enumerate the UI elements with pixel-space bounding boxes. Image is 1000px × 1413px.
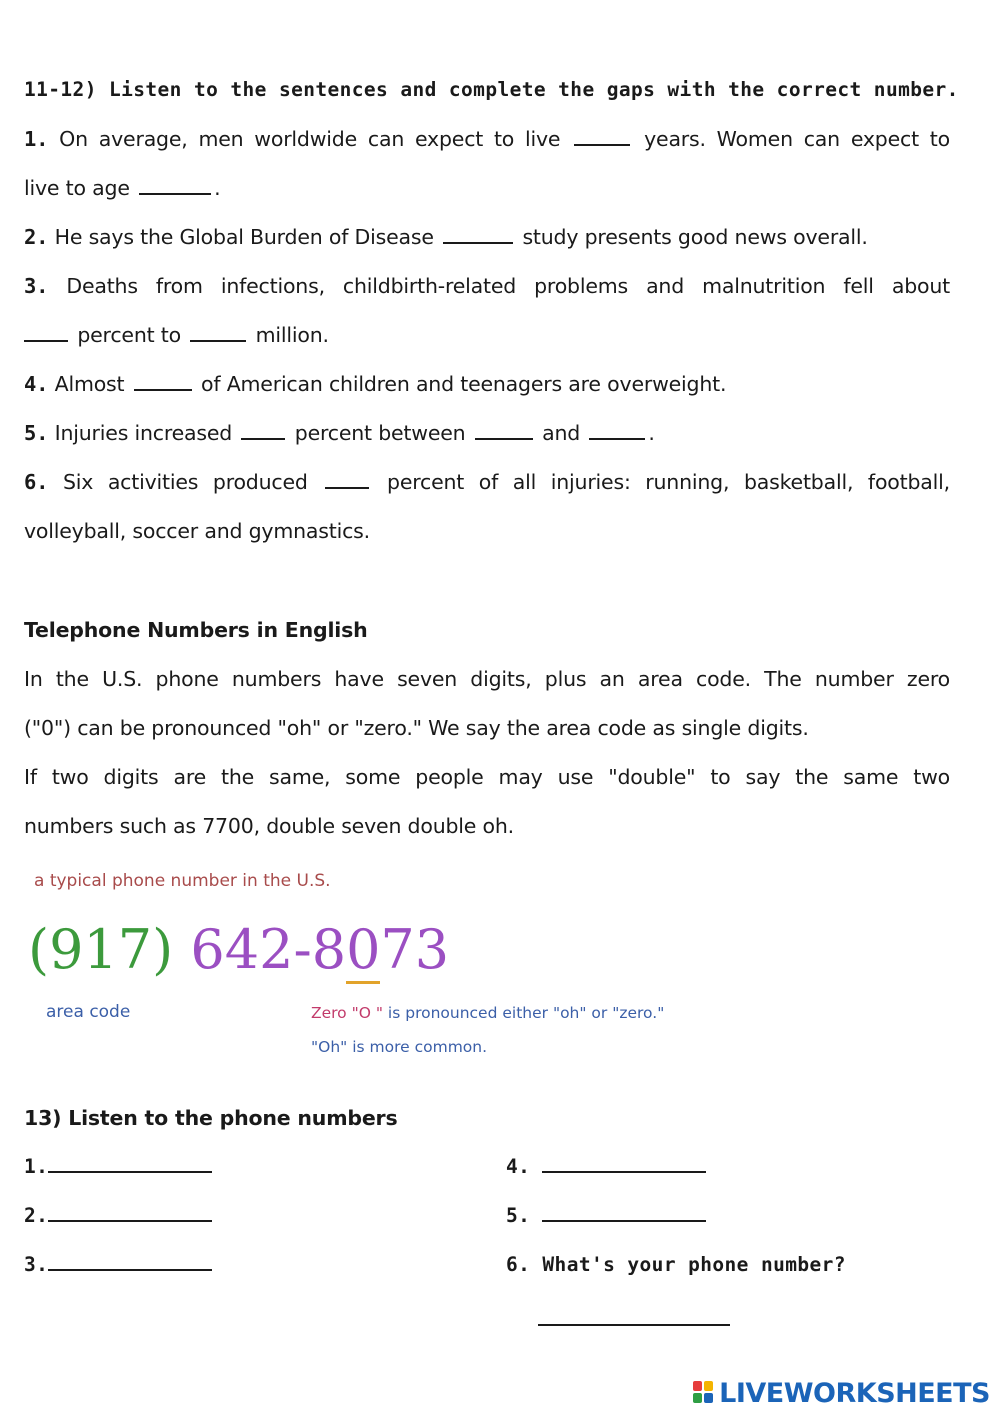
sentence-6-cont: volleyball, soccer and gymnastics. <box>24 519 370 543</box>
sentence-3-cont <box>24 323 329 347</box>
phone-item-3 <box>24 1253 212 1276</box>
answer-blank[interactable] <box>48 1171 212 1173</box>
phone-item-2 <box>24 1204 212 1227</box>
answer-gap[interactable] <box>574 143 630 146</box>
area-code-label: area code <box>46 1002 131 1022</box>
zero-note <box>311 1004 664 1022</box>
item-number: 5. <box>24 421 49 445</box>
item-number: 4. <box>506 1155 531 1178</box>
area-code: (917) <box>28 918 174 981</box>
phone-item-1 <box>24 1155 212 1178</box>
exercise-heading-13: 13) Listen to the phone numbers <box>24 1106 398 1130</box>
item-number: 5. <box>506 1204 531 1227</box>
item-number: 3. <box>24 274 49 298</box>
sentence-3 <box>24 274 950 298</box>
sentence-2 <box>24 225 868 249</box>
exercise-heading: 11-12) Listen to the sentences and complete the gaps with the correct number. <box>24 78 959 101</box>
paragraph-line: numbers such as 7700, double seven double oh. <box>24 814 514 838</box>
sentence-5 <box>24 421 655 445</box>
answer-gap[interactable] <box>241 437 285 440</box>
sentence-text: On average, men worldwide can expect to live <box>59 127 561 151</box>
liveworksheets-icon <box>693 1381 715 1405</box>
phone-item-5 <box>506 1204 706 1227</box>
item-number: 6. <box>24 470 49 494</box>
sentence-text: . <box>648 421 655 445</box>
sentence-1-cont <box>24 176 220 200</box>
sentence-text: . <box>214 176 221 200</box>
brand-live: LIVE <box>719 1377 784 1409</box>
sentence-text: live to age <box>24 176 130 200</box>
sentence-text: Injuries increased <box>54 421 233 445</box>
section-title: Telephone Numbers in English <box>24 618 368 642</box>
sentence-text: Almost <box>54 372 125 396</box>
sentence-text: percent to <box>77 323 181 347</box>
zero-digit: 0 <box>346 918 380 984</box>
answer-blank[interactable] <box>48 1220 212 1222</box>
zero-note-text: is pronounced either "oh" or "zero." <box>387 1004 665 1022</box>
answer-blank[interactable] <box>542 1171 706 1173</box>
sentence-text: Deaths from infections, childbirth-related problems and malnutrition fell about <box>66 274 950 298</box>
paragraph-line: ("0") can be pronounced "oh" or "zero." We say the area code as single digits. <box>24 716 809 740</box>
sentence-text: million. <box>255 323 329 347</box>
local-number <box>190 918 449 984</box>
zero-note-highlight: Zero "O " <box>311 1004 383 1022</box>
sentence-text: percent between <box>294 421 466 445</box>
oh-note: "Oh" is more common. <box>311 1038 488 1056</box>
answer-gap[interactable] <box>134 388 192 391</box>
item-number: 4. <box>24 372 49 396</box>
answer-blank[interactable] <box>48 1269 212 1271</box>
sentence-text: of American children and teenagers are overweight. <box>201 372 727 396</box>
item-number: 2. <box>24 225 49 249</box>
answer-gap[interactable] <box>589 437 645 440</box>
figure-caption: a typical phone number in the U.S. <box>34 871 331 891</box>
paragraph-line: If two digits are the same, some people may use "double" to say the same two <box>24 765 950 789</box>
phone-number-figure <box>28 918 449 981</box>
sentence-text: percent of all injuries: running, basketball, football, <box>387 470 950 494</box>
local-number-part: 73 <box>380 918 450 981</box>
answer-gap[interactable] <box>190 339 246 342</box>
sentence-text: Six activities produced <box>62 470 308 494</box>
item-number: 1. <box>24 1155 49 1178</box>
brand-name <box>719 1378 990 1409</box>
answer-gap[interactable] <box>443 241 513 244</box>
phone-item-6: 6. What's your phone number? <box>506 1253 846 1276</box>
item-number: 1. <box>24 127 49 151</box>
answer-blank-own-number[interactable] <box>538 1310 730 1326</box>
brand-rest: WORKSHEETS <box>783 1377 990 1409</box>
answer-blank[interactable] <box>542 1220 706 1222</box>
sentence-6 <box>24 470 950 494</box>
answer-gap[interactable] <box>139 192 211 195</box>
item-number: 2. <box>24 1204 49 1227</box>
liveworksheets-logo[interactable] <box>693 1376 990 1410</box>
sentence-text: years. Women can expect to <box>644 127 950 151</box>
answer-gap[interactable] <box>325 486 369 489</box>
sentence-4 <box>24 372 726 396</box>
paragraph-line: In the U.S. phone numbers have seven digits, plus an area code. The number zero <box>24 667 950 691</box>
sentence-1 <box>24 127 950 151</box>
item-number: 3. <box>24 1253 49 1276</box>
local-number-part: 642-8 <box>190 918 347 981</box>
phone-item-4 <box>506 1155 706 1178</box>
sentence-text: He says the Global Burden of Disease <box>54 225 434 249</box>
answer-gap[interactable] <box>475 437 533 440</box>
answer-gap[interactable] <box>24 339 68 342</box>
sentence-text: and <box>542 421 581 445</box>
sentence-text: study presents good news overall. <box>522 225 868 249</box>
